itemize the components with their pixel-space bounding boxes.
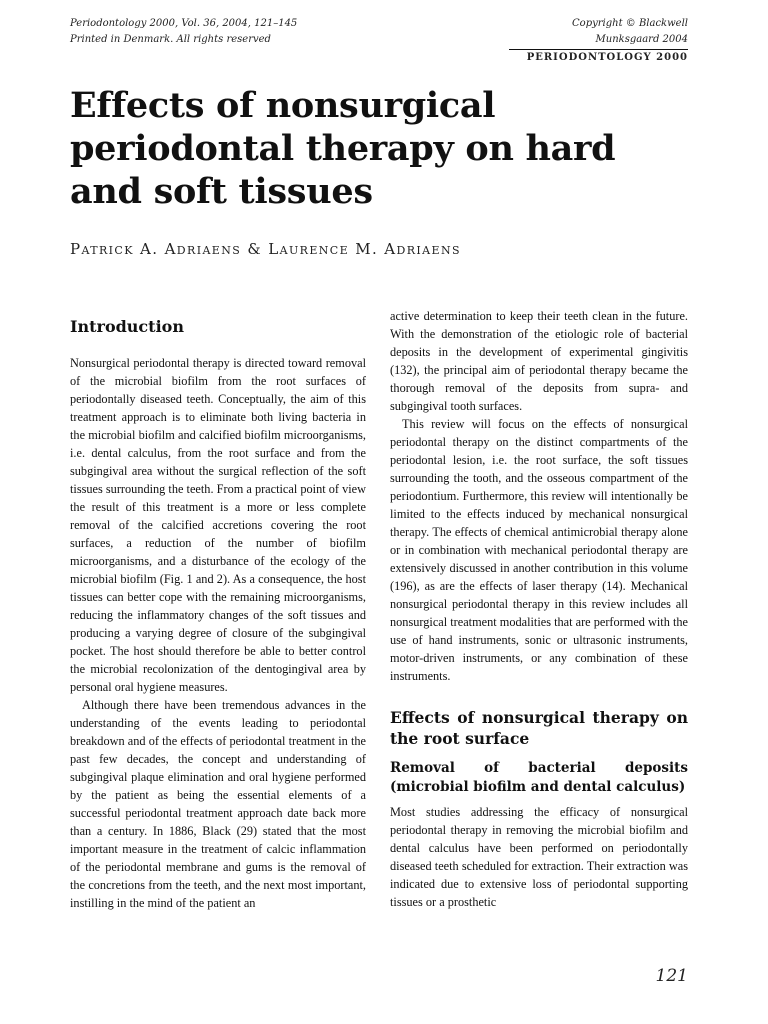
body-paragraph: Although there have been tremendous advances in the understanding of the events leading to periodontal breakdown and of the effects of periodontal treatment in the past few decades, the concept and understanding of subgingival plaque elimination and oral hygiene performed by the patient as being the essential elements of a successful periodontal treatment approach date back more than a century. In 1886, Black (29) stated that the most important measure in the treatment of calcic inflammation of the periodontal membrane and gums is the removal of the concretions from the teeth, and the next most important, instilling in the mind of the patient an bbox=[70, 698, 366, 910]
journal-label: PERIODONTOLOGY 2000 bbox=[509, 49, 688, 66]
citation-line: Periodontology 2000, Vol. 36, 2004, 121–145 bbox=[70, 18, 298, 29]
article-title: Effects of nonsurgical periodontal therapy on hard and soft tissues bbox=[70, 85, 616, 212]
introduction-heading: Introduction bbox=[70, 317, 184, 336]
section-spacer bbox=[390, 685, 688, 707]
running-header-left bbox=[70, 16, 297, 48]
body-paragraph: This review will focus on the effects of nonsurgical periodontal therapy on the distinct compartments of the periodontal lesion, i.e. the root surface, the soft tissues surrounding the tooth, and the osseous compartment of the periodontium. Furthermore, this review will intentionally be limited to the effects induced by mechanical nonsurgical therapy. The effects of chemical antimicrobial therapy alone or in combination with mechanical periodontal therapy are extensively discussed in another contribution in this volume (196), as are the effects of laser therapy (14). Mechanical nonsurgical periodontal therapy in this review includes all nonsurgical treatment modalities that are performed with the use of hand instruments, sonic or ultrasonic instruments, motor-driven instruments, or any combination of these instruments. bbox=[390, 417, 688, 683]
page-number: 121 bbox=[655, 966, 688, 986]
right-column bbox=[390, 307, 688, 911]
printed-line: Printed in Denmark. All rights reserved bbox=[70, 34, 271, 45]
left-column bbox=[70, 316, 366, 912]
body-paragraph: Nonsurgical periodontal therapy is directed toward removal of the microbial biofilm from the root surfaces of periodontally diseased teeth. Conceptually, the aim of this treatment approach is to eliminate both living bacteria in the microbial biofilm and calcified biofilm microorganisms, i.e. dental calculus, from the root surface and from the subgingival area without the surgical reflection of the soft tissues surrounding the teeth. From a practical point of view the result of this treatment is a more or less complete removal of the calcified accretions covering the root surfaces, a reduction of the number of biofilm microorganisms, and a disturbance of the ecology of the microbial biofilm (Fig. 1 and 2). As a consequence, the host tissues can better cope with the remaining microorganisms, reducing the inflammatory changes of the soft tissues and producing a varying degree of closure of the subgingival pocket. The host should therefore be able to better control the microbial recolonization of the dentogingival area by personal oral hygiene measures. bbox=[70, 356, 366, 694]
body-paragraph: active determination to keep their teeth clean in the future. With the demonstration of the etiologic role of bacterial deposits in the development of experimental gingivitis (132), the principal aim of periodontal therapy became the thorough removal of the deposits from supra- and subgingival tooth surfaces. bbox=[390, 309, 688, 413]
running-header-right bbox=[509, 16, 688, 66]
copyright-line: Copyright © Blackwell Munksgaard 2004 bbox=[572, 18, 688, 45]
subsection-heading: Removal of bacterial deposits (microbial biofilm and dental calculus) bbox=[390, 760, 688, 795]
article-authors: Patrick A. Adriaens & Laurence M. Adriaens bbox=[70, 240, 461, 258]
section-heading: Effects of nonsurgical therapy on the root surface bbox=[390, 708, 688, 748]
body-paragraph: Most studies addressing the efficacy of nonsurgical periodontal therapy in removing the microbial biofilm and dental calculus have been performed on periodontally diseased teeth scheduled for extraction. Their extraction was indicated due to extensive loss of periodontal supporting tissues or a prosthetic bbox=[390, 805, 688, 909]
